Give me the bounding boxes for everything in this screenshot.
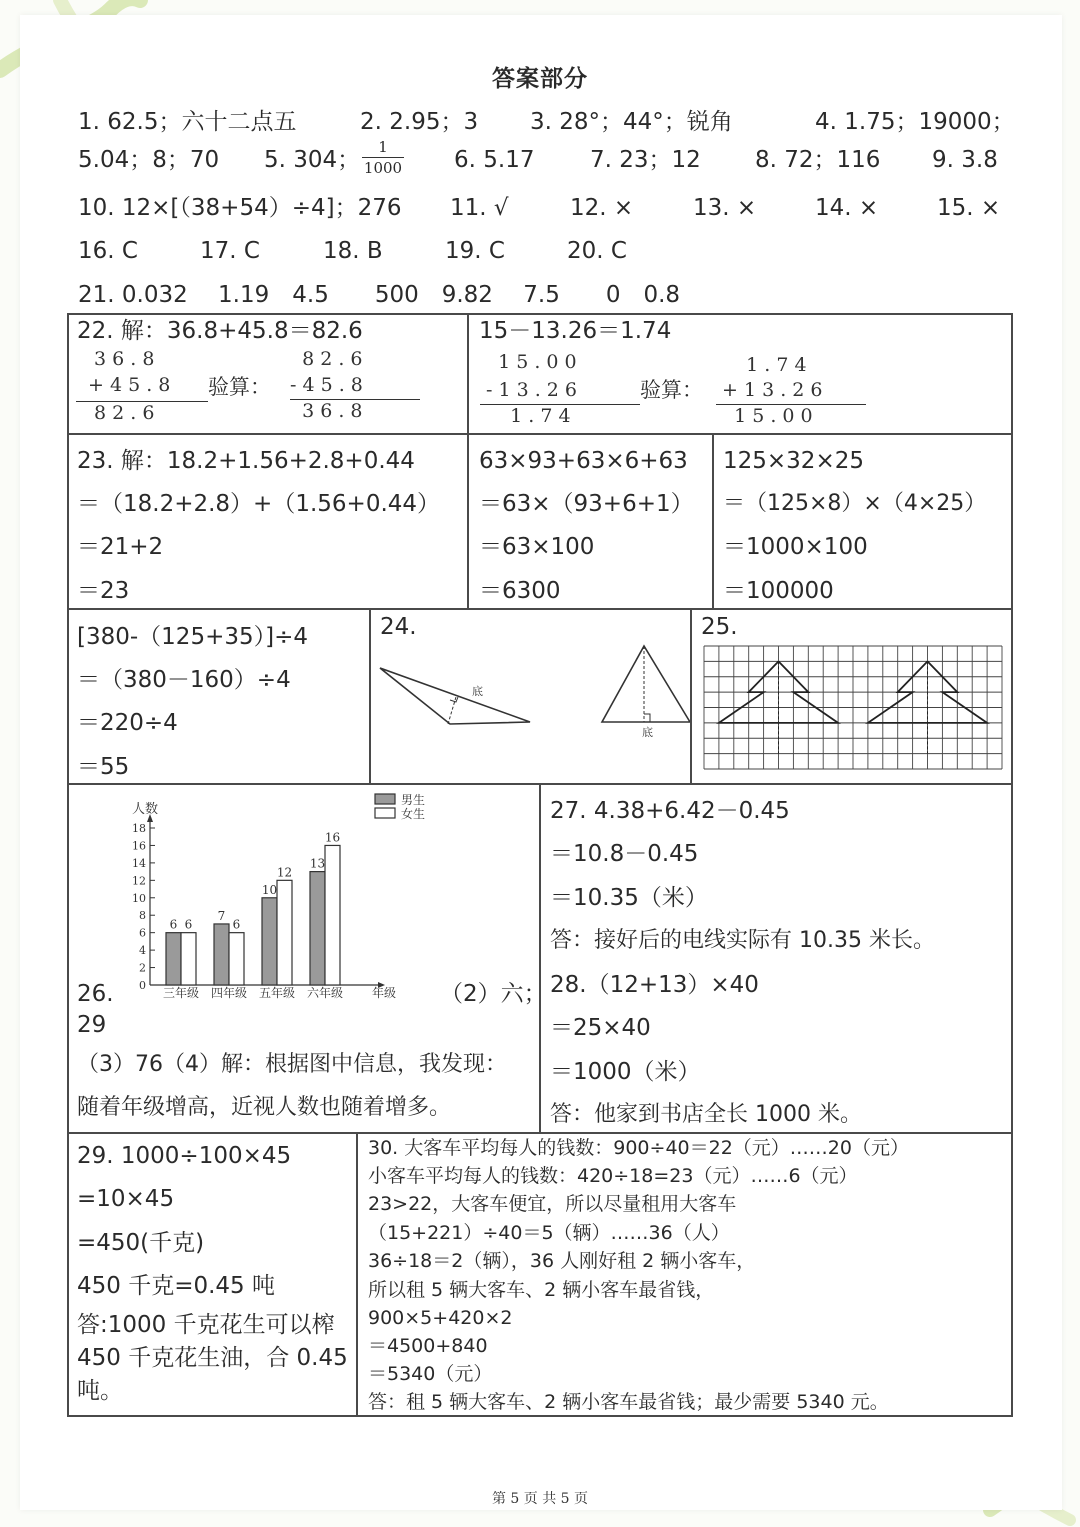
q29-line4: 450 千克=0.45 吨 (77, 1273, 276, 1299)
q23-col2-line4: ＝6300 (479, 578, 561, 604)
q23-col1-line4: ＝23 (77, 578, 130, 604)
vertical-calc-4-top: 1 . 7 4 (722, 354, 807, 376)
y-tick-label: 0 (139, 979, 146, 992)
answer-19: 19. C (445, 238, 505, 264)
q29-line6: 450 千克花生油，合 0.45 (77, 1345, 348, 1371)
answer-10: 10. 12×[（38+54）÷4]；276 (78, 195, 402, 221)
q23b-line4: ＝55 (77, 754, 130, 780)
q23-col2-line2: ＝63×（93+6+1） (479, 491, 694, 517)
vertical-calc-3-top: 1 5 . 0 0 (486, 351, 577, 373)
vertical-calc-1-result: 8 2 . 6 (88, 402, 155, 424)
y-tick-label: 14 (132, 856, 146, 870)
legend-swatch-男生 (375, 794, 395, 804)
bar-value-label: 13 (309, 856, 326, 871)
q23-col2-line3: ＝63×100 (479, 534, 595, 560)
fraction-bar (362, 157, 404, 158)
x-category-label: 三年级 (162, 986, 200, 1000)
q23b-line2: ＝（380－160）÷4 (77, 667, 291, 693)
table-divider-row2 (67, 608, 1013, 610)
answer-4-cont: 5.04；8；70 (78, 147, 220, 173)
bar-value-label: 16 (324, 830, 341, 845)
q26-answer-4: 随着年级增高，近视人数也随着增多。 (77, 1095, 452, 1120)
q28-line1: 28.（12+13）×40 (550, 972, 759, 998)
bar-value-label: 7 (217, 908, 226, 923)
answer-21: 21. 0.032 1.19 4.5 500 9.82 7.5 0 0.8 (78, 282, 681, 308)
q26-bar-chart (120, 790, 440, 1005)
y-tick-label: 10 (132, 891, 146, 905)
bar-男生-六年级 (310, 872, 325, 985)
page-footer: 第 5 页 共 5 页 (491, 1491, 589, 1507)
q23-col3-line1: 125×32×25 (723, 448, 864, 474)
q26-answer-3: （3）76（4）解：根据图中信息，我发现： (77, 1052, 507, 1077)
q26-label: 26. (77, 981, 114, 1007)
vertical-calc-2-result: 3 6 . 8 (290, 400, 363, 422)
y-tick-label: 12 (132, 874, 146, 888)
bar-value-label: 6 (232, 917, 241, 932)
answer-9: 9. 3.8 (932, 147, 998, 173)
acute-triangle (602, 646, 690, 739)
table-col-divider-q23 (712, 433, 714, 610)
table-col-divider-q22-q23 (467, 313, 469, 610)
answer-12: 12. × (570, 195, 634, 221)
y-tick-label: 4 (139, 944, 146, 958)
q23-col1-line3: ＝21+2 (77, 534, 164, 560)
q28-line3: ＝1000（米） (550, 1059, 701, 1085)
bar-女生-四年级 (229, 933, 244, 985)
table-divider-row1 (67, 433, 1013, 435)
bar-value-label: 6 (169, 917, 178, 932)
q29-line7: 吨。 (77, 1378, 123, 1404)
q30-line7: 900×5+420×2 (368, 1307, 513, 1329)
q30-line3: 23>22，大客车便宜，所以尽量租用大客车 (368, 1193, 737, 1215)
vertical-calc-3-result: 1 . 7 4 (486, 405, 571, 427)
vertical-calc-4-addend: + 1 3 . 2 6 (722, 379, 823, 401)
q30-line6: 所以租 5 辆大客车、2 辆小客车最省钱， (368, 1279, 715, 1301)
bar-value-label: 12 (276, 865, 293, 880)
check-label-1: 验算： (208, 375, 271, 399)
bar-男生-五年级 (262, 898, 277, 985)
q27-line4: 答：接好后的电线实际有 10.35 米长。 (550, 928, 935, 953)
answer-17: 17. C (200, 238, 260, 264)
q26-answer-2: （2）六； (440, 981, 547, 1007)
legend-swatch-女生 (375, 808, 395, 818)
y-axis-label: 人数 (132, 802, 159, 817)
q23-col3-line3: ＝1000×100 (723, 534, 868, 560)
q30-line2: 小客车平均每人的钱数：420÷18=23（元）……6（元） (368, 1165, 858, 1187)
x-category-label: 五年级 (258, 986, 296, 1000)
q22-right-heading: 15－13.26＝1.74 (479, 318, 672, 344)
bar-value-label: 6 (184, 917, 193, 932)
answer-13: 13. × (693, 195, 757, 221)
y-tick-label: 2 (139, 961, 146, 975)
answer-7: 7. 23；12 (590, 147, 701, 173)
q27-line1: 27. 4.38+6.42－0.45 (550, 798, 790, 824)
bar-value-label: 10 (261, 882, 278, 897)
q27-line2: ＝10.8－0.45 (550, 841, 699, 867)
q23-col2-line1: 63×93+63×6+63 (479, 448, 688, 474)
legend-label-女生: 女生 (401, 807, 426, 821)
answer-16: 16. C (78, 238, 138, 264)
obtuse-triangle (380, 668, 530, 724)
check-label-2: 验算： (640, 378, 703, 402)
vertical-calc-2-subtrahend: - 4 5 . 8 (290, 374, 363, 396)
q29-line5: 答:1000 千克花生可以榨 (77, 1312, 335, 1338)
q25-grid-figure (703, 645, 1003, 770)
q23-col3-line4: ＝100000 (723, 578, 834, 604)
vertical-calc-2-top: 8 2 . 6 (290, 348, 363, 370)
q23b-line1: [380-（125+35）]÷4 (77, 624, 308, 650)
q25-label: 25. (701, 614, 738, 640)
fraction-numerator: 1 (378, 138, 388, 156)
vertical-calc-1-addend: + 4 5 . 8 (88, 374, 171, 396)
answer-11: 11. √ (450, 195, 509, 221)
q22-left-heading: 22. 解：36.8+45.8＝82.6 (77, 318, 363, 344)
legend-label-男生: 男生 (401, 793, 426, 807)
vertical-calc-1-top: 3 6 . 8 (88, 348, 155, 370)
x-category-label: 四年级 (210, 986, 248, 1000)
fraction-one-thousandth (362, 138, 404, 177)
vertical-calc-3-subtrahend: - 1 3 . 2 6 (486, 379, 578, 401)
x-axis-label: 年级 (372, 986, 397, 1000)
y-tick-label: 18 (132, 822, 146, 835)
table-border-left (67, 313, 69, 1417)
y-tick-label: 6 (139, 926, 146, 940)
q23-col3-line2: ＝（125×8）×（4×25） (723, 491, 987, 516)
q30-line10: 答：租 5 辆大客车、2 辆小客车最省钱；最少需要 5340 元。 (368, 1391, 889, 1413)
q30-line4: （15+221）÷40＝5（辆）……36（人） (368, 1222, 730, 1244)
bar-女生-三年级 (181, 933, 196, 985)
q29-line2: =10×45 (77, 1186, 175, 1212)
q28-line4: 答：他家到书店全长 1000 米。 (550, 1102, 862, 1127)
q28-line2: ＝25×40 (550, 1015, 651, 1041)
table-col-divider-row5 (356, 1132, 358, 1417)
q29-line3: =450(千克) (77, 1230, 205, 1256)
y-tick-label: 8 (139, 909, 146, 923)
table-border-top (67, 313, 1013, 315)
answer-18: 18. B (323, 238, 383, 264)
bar-男生-三年级 (166, 933, 181, 985)
y-tick-label: 16 (132, 839, 146, 853)
bar-女生-六年级 (325, 845, 340, 985)
answer-1: 1. 62.5；六十二点五 (78, 109, 297, 135)
vertical-calc-4-result: 1 5 . 0 0 (722, 405, 813, 427)
q23-col1-line1: 23. 解：18.2+1.56+2.8+0.44 (77, 448, 415, 474)
q30-line8: ＝4500+840 (368, 1335, 488, 1357)
q30-line9: ＝5340（元） (368, 1363, 493, 1385)
table-col-divider-row3b (690, 608, 692, 785)
answer-20: 20. C (567, 238, 627, 264)
bar-男生-四年级 (214, 924, 229, 985)
answer-2: 2. 2.95；3 (360, 109, 479, 135)
q30-line5: 36÷18＝2（辆），36 人刚好租 2 辆小客车， (368, 1250, 756, 1272)
q24-label: 24. (380, 614, 417, 640)
q29-line1: 29. 1000÷100×45 (77, 1143, 292, 1169)
x-category-label: 六年级 (306, 986, 344, 1000)
q27-line3: ＝10.35（米） (550, 885, 708, 911)
answer-5: 5. 304； (264, 147, 361, 173)
answer-3: 3. 28°；44°；锐角 (530, 109, 733, 135)
page-title: 答案部分 (492, 65, 588, 92)
q24-triangles (372, 640, 690, 750)
q24-base-label-2: 底 (642, 726, 653, 739)
answer-8: 8. 72；116 (755, 147, 881, 173)
table-col-divider-row4 (539, 783, 541, 1134)
q23b-line3: ＝220÷4 (77, 710, 178, 736)
answer-4: 4. 1.75；19000； (815, 109, 1015, 135)
q26-answer-1: 29 (77, 1012, 107, 1038)
fraction-denominator: 1000 (363, 159, 403, 177)
answer-6: 6. 5.17 (454, 147, 535, 173)
table-col-divider-row3a (369, 608, 371, 785)
answer-14: 14. × (815, 195, 879, 221)
table-border-right (1011, 313, 1013, 1417)
answer-15: 15. × (937, 195, 1001, 221)
q23-col1-line2: ＝（18.2+2.8）+（1.56+0.44） (77, 491, 441, 517)
q30-line1: 30. 大客车平均每人的钱数：900÷40＝22（元）……20（元） (368, 1137, 909, 1159)
bar-女生-五年级 (277, 880, 292, 985)
q24-base-label-1: 底 (472, 685, 483, 698)
